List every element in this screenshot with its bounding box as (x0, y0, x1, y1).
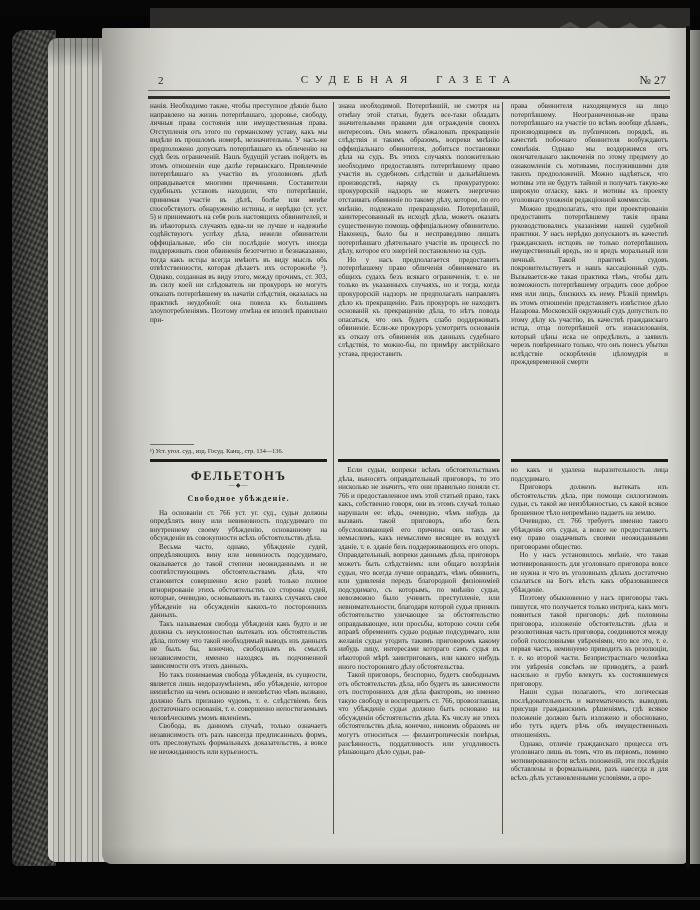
article-paragraph: нанія. Необходимо также, чтобы преступное дѣяніе было направлено на жизнь потерпѣвшаго, здоровье, свободу, личныя права состоянія или имущественныя права. Отступленія отъ этого по германскому уставу, какъ мы видѣли въ прошломъ номерѣ, незначительны. У насъ-же предположено допускать потерпѣвшаго къ обличенію на судѣ безъ ограниченій. Нашъ будущій уставъ пойдетъ въ этомъ отношеніи еще далѣе германскаго. Привлеченіе потерпѣвшаго къ участію въ уголовномъ дѣлѣ оправдывается многими причинами. Составители судебныхъ уставовъ находили, что потерпѣвшіе, принимая участіе въ дѣлѣ, болѣе или менѣе способствуютъ обнаруженію истины, и нерѣдко (ст. уст. 5) и принимаютъ на себя роль настоящихъ обвинителей, и въ нѣкоторыхъ случаяхъ едва-ли не лучше и надежнѣе содѣйствуютъ успѣху дѣла, нежели обвинители оффиціальные, ибо сіи послѣдніе могутъ иногда поддерживать свои обвиненія безотчетно и безнаказанно, тогда какъ истцы всегда имѣютъ въ виду мысль объ отвѣтственности, которая дѣлаетъ ихъ осторожнѣе ¹). Однако, созданная въ виду этого, между прочимъ, ст. 303, въ силу коей ни слѣдователь ни прокуроръ не могутъ отказать потерпѣвшему въ начатіи слѣдствія, оказалась на практикѣ неудобной: она повела къ большимъ злоупотребленіямъ. Поэтому отмѣна ея вполнѣ правильно при- (150, 102, 328, 324)
footnote-rule (150, 444, 194, 445)
feuilleton-paragraph: Приговоръ долженъ вытекать изъ обстоятельствъ дѣла, при помощи силлогизмовъ судьи, съ такой же неизбѣжностью, съ какой всякое брошенное тѣло непремѣнно падаетъ на землю. (510, 483, 668, 517)
feuilleton-paragraph: Но такъ понимаемая свобода убѣжденія, въ сущности, является лишь недоразумѣніемъ, ибо убѣжденіе, которое неизвѣстно на чемъ основано и неизвѣстно чѣмъ вызвано, должно быть признано чудомъ, т. е. слѣдствіемъ безъ достаточнаго основанія, т. е. совершенно непостигаемымъ человѣческимъ умомъ явленіемъ. (150, 671, 328, 722)
column-3 (511, 102, 668, 840)
feuilleton-paragraph: Однако, отличіе гражданскаго процесса отъ уголовнаго лишь въ томъ, что въ первомъ, помимо мотивированности всѣхъ положеній, эти послѣднія обставлены и формальными, разъ навсегда и для всѣхъ дѣлъ установленными условіями, а про- (510, 739, 668, 782)
page-number: 2 (158, 75, 164, 87)
feuilleton-paragraph: Такой приговоръ, безспорно, будетъ свободнымъ отъ обстоятельствъ дѣла, ибо будетъ въ зависимости отъ постороннихъ для дѣла факторовъ, но именно такую свободу и воспрещаетъ ст. 766, провозглашая, что убѣжденіе судьи должно быть основано на обсужденіи обстоятельствъ дѣла. Къ числу же этихъ обстоятельствъ дѣла, конечно, никоимъ образомъ не могутъ относиться — филантропическія повѣрья, разсѣянность, поддатливость или угодливость рѣшающаго дѣло судьи, рав- (338, 671, 500, 757)
feuilleton-paragraph: Если судьи, вопреки всѣмъ обстоятельствамъ дѣла, выносятъ оправдательный приговоръ, то это нисколько не значитъ, что они правильно поняли ст. 766 и предоставленное имъ этой статьей право, такъ какъ, собственно говоря, они въ этомъ случаѣ только нарушали ее: вѣдь, очевидно, чѣмъ нибудь да вызванъ такой приговоръ, ибо безъ обусловливающей его причины онъ такъ же немыслимъ, какъ немыслимо висящее въ воздухѣ зданіе, т. е. зданіе безъ поддерживающихъ его опоръ. Оправдательный, вопреки даннымъ дѣла, приговоръ можетъ быть слѣдствіемъ: или общаго воззрѣнія судьи, что всегда лучше оправдать, чѣмъ обвинить, или удивленія передъ благородной физіономіей подсудимаго, съ которымъ, по мнѣнію судьи, невозможно было учинить преступленіе, или невнимательности, благодаря которой судья принялъ обстоятельство уличающее за обстоятельство оправдывающее, или просьбы, которою сочли себя вправѣ обременить судью родные подсудимаго, или желанія судьи угодить такимъ приговоромъ какому нибудь лицу, интересами котораго самъ судья въ нѣкоторой мѣрѣ заинтригованъ, или какого нибудь иного посторонняго дѣлу обстоятельства. (338, 466, 500, 671)
section-divider (511, 459, 668, 462)
feuilleton-paragraph: На основаніи ст. 766 уст. уг. суд., судьи должны опредѣлять вину или невиновность подсудимаго по внутреннему своему убѣжденію, основанному на обсужденіи въ совокупности всѣхъ обстоятельствъ дѣла. (150, 508, 328, 543)
feuilleton-subheading: Свободное убѣжденіе. (187, 494, 290, 504)
feuilleton-paragraph: Но у насъ установилось мнѣніе, что такая мотивированность для уголовнаго приговора вовсе не нужна и что въ уголовныхъ дѣлахъ достаточно ссылаться на Богъ вѣсть какъ образовавшееся убѣжденіе. (510, 551, 668, 594)
text-columns (150, 102, 668, 840)
feuilleton-paragraph: Наши судьи полагаютъ, что логическая послѣдовательность и математичность выводовъ присущи гражданскимъ рѣшеніямъ, гдѣ всякое положеніе должно быть изложено и обосновано, ибо тутъ идетъ рѣчь объ имущественныхъ отношеніяхъ. (510, 688, 668, 739)
feuilleton-paragraph: Такъ называемая свобода убѣжденія какъ будто и не должна съ неуклонностью вытекать изъ обстоятельствъ дѣла, потому что такой необходимый выводъ изъ данныхъ не былъ бы, конечно, свободнымъ въ смыслѣ независимости, именно находясь въ подчиненной зависимости отъ этихъ данныхъ. (150, 619, 328, 671)
feuilleton-paragraph: Весьма часто, однако, убѣжденіе судей, опредѣляющихъ вину или невинность подсудимаго, оказывается до такой степени неожиданнымъ и не соотвѣтствующимъ обстоятельствамъ дѣла, что становится совершенно ясно развѣ только полное игнорированіе этихъ обстоятельствъ со стороны судей, которые, очевидно, основываютъ въ такихъ случаяхъ свое убѣжденіе на обсужденіи какихъ-то постороннихъ данныхъ. (150, 542, 328, 620)
article-continuation-col2 (338, 102, 499, 456)
article-continuation-col1 (150, 102, 327, 456)
ornament-divider: —◆— (228, 482, 249, 489)
article-paragraph: Но у насъ предполагается предоставить потерпѣвшему право обличенія обвиняемаго въ общихъ судахъ безъ всякаго ограниченія, т. е. не только въ указанныхъ случаяхъ, но и тогда, когда прокурорскій надзоръ не предполагалъ направлять дѣло къ прекращенію. Разъ прокуроръ не находитъ основаній къ прекращенію дѣла, то нѣтъ повода опасаться, что онъ будетъ слабо поддерживать обвиненіе. Если-же прокуроръ усмотритъ основанія къ отказу отъ обвиненія изъ данныхъ судебнаго слѣдствія, то можно-бы, по примѣру австрійскаго устава, предоставить (338, 255, 500, 358)
feuilleton-paragraph: Поэтому обыкновенно у насъ приговоры такъ пишутся, что получается только интрига, какъ могъ появиться такой приговоръ: двѣ половины приговора, изложеніе обстоятельствъ дѣла и резолютивная часть приговора, соединяются между собой голословными увѣреніями, что все это, т. е. первая часть, неминуемо приводитъ къ резолюціи, т. е. ко второй части. Безпристрастнаго человѣка эти увѣренія совсѣмъ не приводятъ, а развѣ насильно и грубо влекутъ къ состоявшемуся приговору. (510, 594, 668, 688)
newspaper-page (102, 28, 688, 864)
article-paragraph: права обвинителя находящемуся на лицо потерпѣвшему. Неограниченныя-же права потерпѣвшаго на участіе по всѣмъ вообще дѣламъ, производящимся въ публичномъ порядкѣ, въ качествѣ побочнаго обвинителя возбуждаютъ сомнѣнія. Однако мы воздержимся отъ окончательнаго заключенія по этому предмету до ознакомленія съ мотивами, послужившими для такихъ предположеній. Можно надѣяться, что мотивы эти не будутъ тайной и получатъ такую-же широкую огласку, какъ и мотивы къ проекту уголовнаго уложенія редакціонной коммиссіи. (510, 102, 668, 205)
scanner-streak (0, 897, 700, 900)
article-paragraph: знана необходимой. Потерпѣвшій, не смотря на отмѣну этой статьи, будетъ все-таки обладать значительными правами для огражденія своихъ интересовъ. Онъ можетъ обжаловать прекращеніе слѣдствія и такимъ образомъ, вопреки мнѣнію оффиціальнаго обвинителя, добиться постановки дѣла на судъ. Въ этихъ случаяхъ положительно необходимо предоставлять потерпѣвшему право участія въ судебномъ слѣдствіи и дальнѣйшемъ производствѣ, наряду съ прокуратурою: прокурорскій надзоръ не можетъ энергично отстаивать обвиненіе по такому дѣлу, которое, по его мнѣнію, подлежало прекращенію. Потерпѣвшій, заинтересованный въ исходѣ дѣла, можетъ оказать существенную помощь оффиціальному обвинителю. Наконецъ, было бы и несправедливо лишать потерпѣвшаго дѣятельнаго участія въ процессѣ по дѣлу, которое его энергіей постановлено на судъ. (338, 102, 500, 256)
page-edge-stack (48, 38, 106, 862)
section-divider (338, 459, 499, 462)
column-1 (150, 102, 327, 840)
header-rule-thick (148, 96, 670, 99)
header-rule-thin (148, 90, 670, 91)
article-continuation-col3 (511, 102, 668, 456)
article-paragraph: Можно предполагать, что при проектированіи предоставить потерпѣвшему такія права руководствовались указаніями нашей судебной практики. У насъ нерѣдко допускаютъ въ качествѣ гражданскихъ истцовъ не только потерпѣвшихъ имущественный вредъ, но и вредъ моральный или личный. Такой практикѣ судовъ покровительствуетъ и нашъ кассаціонный судъ. Вызывается-же такая практика тѣмъ, чтобы дать возможность потерпѣвшему оградить свое доброе имя или лицъ, близкихъ къ нему. Рѣзкій примѣръ въ этомъ отношеніи представляетъ извѣстное дѣло Назарова. Московскій окружный судъ допустилъ по этому дѣлу къ участію, въ качествѣ гражданскаго истца, отца потерпѣвшей отъ изнасилованія, который цѣны иска не опредѣлилъ, а заявилъ черезъ повѣреннаго только, что онъ понесъ убытки вслѣдствіе оскорбленія цѣломудрія и преждевременной смерти (510, 204, 668, 367)
newspaper-masthead: СУДЕБНАЯ ГАЗЕТА (300, 74, 518, 86)
next-page-sliver (690, 30, 700, 864)
feuilleton-section-col1 (150, 466, 327, 836)
footnote (150, 444, 327, 455)
feuilleton-paragraph: но какъ и удалена выразительность лица подсудимаго. (510, 466, 668, 483)
column-2 (338, 102, 499, 840)
feuilleton-paragraph: Свобода, въ данномъ случаѣ, только означаетъ независимость отъ разъ навсегда предписанныхъ формъ, отъ пресловутыхъ формальныхъ доказательствъ, а вовсе не неожиданность или курьезность. (150, 722, 328, 756)
issue-number: № 27 (639, 73, 666, 87)
feuilleton-heading: ФЕЛЬЕТОНЪ (190, 469, 287, 483)
footnote-text: ¹) Уст. угол. суд., изд. Госуд. Канц., стр. 134—136. (150, 447, 284, 455)
feuilleton-section-col2 (338, 466, 499, 836)
section-divider (150, 459, 327, 462)
page-header (148, 72, 670, 90)
feuilleton-paragraph: Очевидно, ст. 766 требуетъ именно такого убѣжденія отъ судьи, а вовсе не предоставляетъ ему право озадачивать своими неожиданными приговорами общество. (510, 517, 668, 551)
feuilleton-section-col3 (511, 466, 668, 836)
